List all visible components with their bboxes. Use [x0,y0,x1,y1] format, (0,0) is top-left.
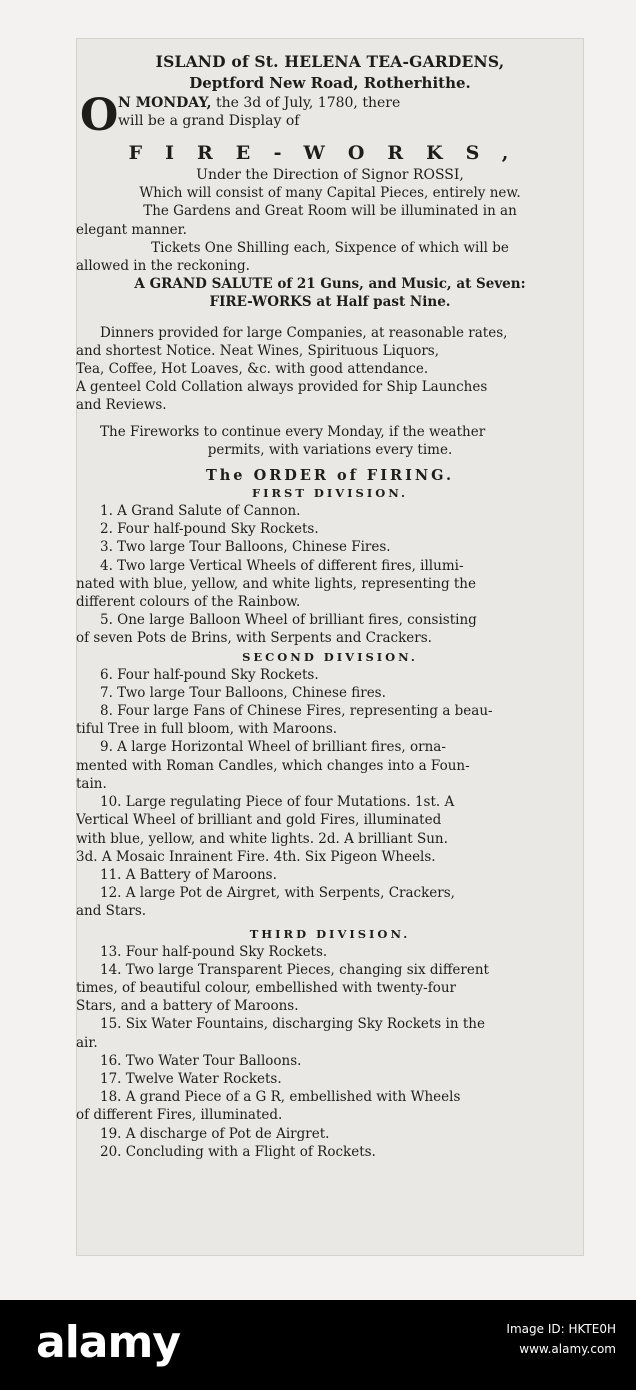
list-item: 1. A Grand Salute of Cannon. [100,503,301,520]
list-item: 10. Large regulating Piece of four Mutations. 1st. A [100,794,455,811]
list-item: 7. Two large Tour Balloons, Chinese fires. [100,684,386,701]
watermark-url: www.alamy.com [519,1342,616,1356]
list-item: 11. A Battery of Maroons. [100,866,277,883]
list-item: 19. A discharge of Pot de Airgret. [100,1125,330,1142]
list-item: Stars, and a battery of Maroons. [76,998,299,1015]
list-item: of different Fires, illuminated. [76,1107,283,1124]
dinner-line: Dinners provided for large Companies, at reasonable rates, [100,324,508,341]
opening-display-line: will be a grand Display of [118,113,300,129]
third-division-heading: THIRD DIVISION. [249,926,411,941]
list-item: 4. Two large Vertical Wheels of different fires, illumi- [100,557,464,574]
opening-paragraph [76,90,584,141]
list-item: 17. Twelve Water Rockets. [100,1070,282,1087]
salute-line: A GRAND SALUTE of 21 Guns, and Music, at Seven: [134,276,526,293]
list-item: 9. A large Horizontal Wheel of brilliant fires, orna- [100,739,446,756]
drop-cap: O [80,90,119,141]
notice-title: ISLAND of St. HELENA TEA-GARDENS, [155,52,505,71]
intro-block [76,184,584,275]
intro-line: Tickets One Shilling each, Sixpence of which will be [151,239,509,256]
list-item: tain. [76,775,107,792]
order-title: The ORDER of FIRING. [205,467,455,485]
dinner-line: A genteel Cold Collation always provided for Ship Launches [76,379,488,396]
list-item: Vertical Wheel of brilliant and gold Fires, illuminated [76,812,442,829]
opening-date-bold: N MONDAY, [118,95,212,111]
fireworks-time-line: FIRE-WORKS at Half past Nine. [209,294,451,311]
intro-line: The Gardens and Great Room will be illuminated in an [143,203,517,220]
second-division-list [76,666,584,921]
list-item: 2. Four half-pound Sky Rockets. [100,521,319,538]
third-division-list [76,943,584,1161]
newspaper-clipping [76,38,584,1256]
list-item: 14. Two large Transparent Pieces, changing six different [100,961,489,978]
intro-line: elegant manner. [76,221,187,238]
list-item: of seven Pots de Brins, with Serpents and Crackers. [76,630,432,647]
continue-line: The Fireworks to continue every Monday, if the weather [100,423,486,440]
list-item: 6. Four half-pound Sky Rockets. [100,666,319,683]
dinner-line: and Reviews. [76,397,167,414]
list-item: mented with Roman Candles, which changes into a Foun- [76,757,470,774]
list-item: nated with blue, yellow, and white lights, representing the [76,575,476,592]
intro-line: Which will consist of many Capital Pieces, entirely new. [139,185,521,202]
list-item: different colours of the Rainbow. [76,594,301,611]
second-division-heading: SECOND DIVISION. [242,649,418,664]
list-item: and Stars. [76,903,147,920]
first-division-heading: FIRST DIVISION. [251,486,409,501]
list-item: air. [76,1034,98,1051]
list-item: 5. One large Balloon Wheel of brilliant fires, consisting [100,612,477,629]
dinner-line: and shortest Notice. Neat Wines, Spirituous Liquors, [76,342,440,359]
fireworks-heading: FIRE-WORKS, [128,142,532,164]
list-item: with blue, yellow, and white lights. 2d. A brilliant Sun. [76,830,448,847]
direction-line: Under the Direction of Signor ROSSI, [196,167,464,183]
list-item: 8. Four large Fans of Chinese Fires, representing a beau- [100,703,493,720]
list-item: 3d. A Mosaic Inrainent Fire. 4th. Six Pigeon Wheels. [76,848,436,865]
first-division-list [76,502,584,648]
opening-text [118,94,400,130]
alamy-logo: alamy [36,1317,180,1368]
list-item: 18. A grand Piece of a G R, embellished with Wheels [100,1089,461,1106]
dinner-line: Tea, Coffee, Hot Loaves, &c. with good attendance. [76,361,429,378]
list-item: times, of beautiful colour, embellished with twenty-four [76,979,457,996]
continue-block [76,423,584,459]
list-item: tiful Tree in full bloom, with Maroons. [76,721,338,738]
intro-line: allowed in the reckoning. [76,258,250,275]
dinner-block [76,324,584,415]
image-id-label: Image ID: HKTE0H [506,1322,616,1336]
list-item: 12. A large Pot de Airgret, with Serpents, Crackers, [100,885,455,902]
list-item: 15. Six Water Fountains, discharging Sky Rockets in the [100,1016,485,1033]
notice-address: Deptford New Road, Rotherhithe. [189,74,471,92]
list-item: 3. Two large Tour Balloons, Chinese Fires. [100,539,391,556]
list-item: 16. Two Water Tour Balloons. [100,1052,302,1069]
opening-date-rest: the 3d of July, 1780, there [211,95,401,111]
continue-line: permits, with variations every time. [207,441,453,458]
list-item: 20. Concluding with a Flight of Rockets. [100,1143,376,1160]
list-item: 13. Four half-pound Sky Rockets. [100,943,328,960]
